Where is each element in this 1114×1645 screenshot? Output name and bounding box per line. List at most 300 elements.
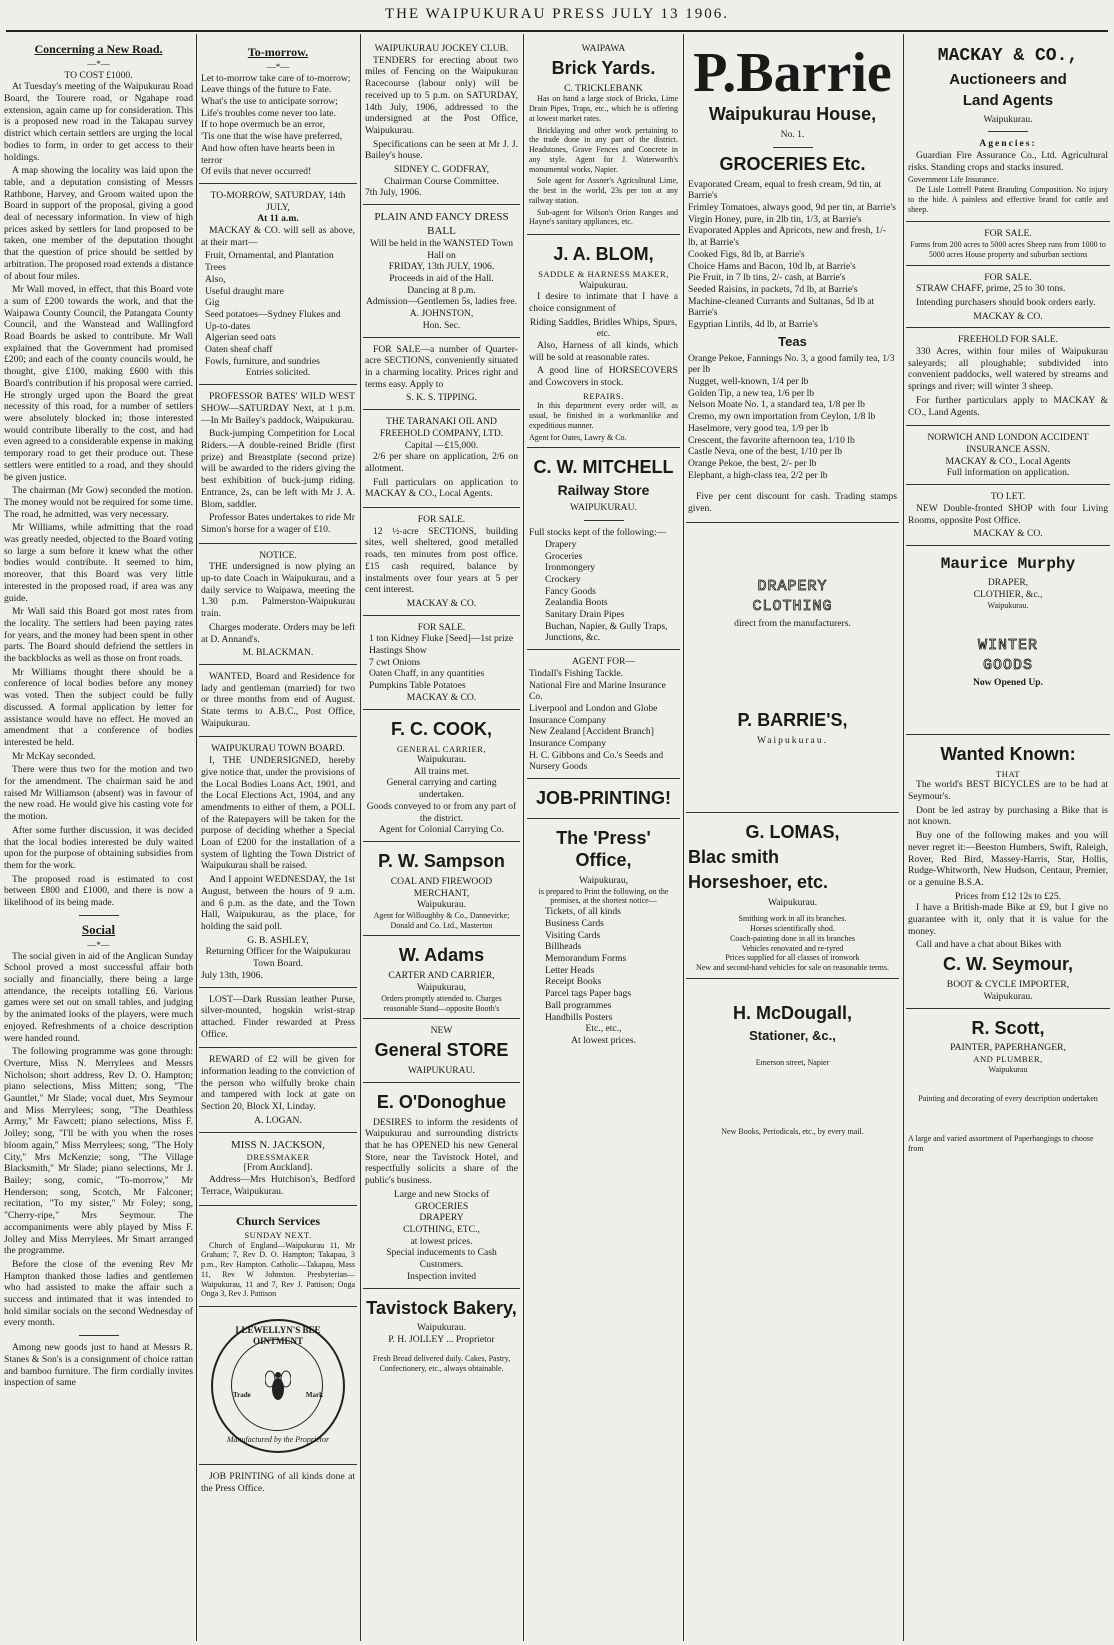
goods-heading: GOODS — [982, 656, 1033, 674]
ball-admission: Admission—Gentlemen 5s, ladies free. — [365, 296, 518, 308]
sale-list — [201, 250, 355, 367]
brick-text: Has on hand a large stock of Bricks, Lime Drain Pipes, Traps, etc., which he is offering at lowest market rates. — [529, 94, 678, 123]
adams-text: Orders promptly attended to. Charges reasonable Stand—opposite Booth's — [381, 993, 502, 1013]
barrie-logo: P.Barrie — [693, 42, 892, 104]
stamp-top-text: LLEWELLYN'S BEE OINTMENT — [235, 1325, 321, 1347]
wanted-text: The world's BEST BICYCLES are to be had at Seymour's. — [908, 779, 1108, 803]
straw-signature: MACKAY & CO. — [973, 310, 1043, 322]
murphy-trade-2: CLOTHIER, &c., — [973, 589, 1043, 601]
adams-place: Waipukurau, — [416, 982, 467, 994]
list-item: Haselmore, very good tea, 1/9 per lb — [688, 422, 829, 434]
scott-trade: PAINTER, PAPERHANGER, — [950, 1042, 1066, 1054]
press-end-2: At lowest prices. — [571, 1034, 636, 1046]
article-paragraph: After some further discussion, it was decided that the local bodies interested be duly waited upon for the purpose of obtaining subsidies from them for the work. — [4, 824, 193, 871]
seymour-trade: BOOT & CYCLE IMPORTER, — [946, 979, 1070, 991]
taranaki-apply: Full particulars on application to MACKAY & CO., Local Agents. — [365, 476, 518, 500]
list-item: 7 cwt Onions — [369, 656, 421, 668]
taranaki-heading: THE TARANAKI OIL AND FREEHOLD COMPANY, LTD. — [379, 416, 504, 439]
town-board-heading: WAIPUKURAU TOWN BOARD. — [211, 743, 345, 755]
seymour-place: Waipukurau. — [983, 990, 1033, 1002]
tea-items — [688, 353, 897, 482]
freehold-text-2: For further particulars apply to MACKAY & CO., Land Agents. — [908, 394, 1108, 418]
norwich-info: Full information on application. — [946, 467, 1070, 479]
list-item: at lowest prices. — [410, 1235, 473, 1247]
bee-icon — [265, 1367, 291, 1405]
column-1 — [4, 40, 193, 1641]
article-paragraph: A map showing the locality was laid upon the table, and a deputation consisting of Messrs Rathbone, Harvey, and Groom waited upon the Board in support of the proposal, giving a good deal of necessary information. In view of high prices asked by settlers for land proposed to be taken, one member of the deputation thought that the question of price should be settled by arbitration. The proposed road extends a distance of about four miles. — [4, 165, 193, 282]
mcdougall-text: New Books, Periodicals, etc., by every mail. — [721, 1127, 864, 1137]
road-heading: Concerning a New Road. — [34, 42, 163, 56]
wanted-text-5: I have a British-made Bike at £9, but I give no guarantee with it, only that it is value for the money. — [908, 902, 1108, 937]
masthead-rule — [6, 30, 1108, 32]
article-paragraph: Before the close of the evening Rev Mr Hampton thanked those ladies and gentlemen who had assisted to make the affair such a success and intimated that it was intended to hold similar socials on the second Wednesday of every month. — [4, 1258, 193, 1329]
list-item: Tindall's Fishing Tackle. — [529, 667, 624, 679]
scott-text: Painting and decorating of every description undertaken — [918, 1094, 1098, 1104]
list-item: Fancy Goods — [545, 585, 596, 597]
blom-text-2: Also, Harness of all kinds, which will be sold at reasonable rates. — [529, 340, 678, 363]
adams-trade: CARTER AND CARRIER, — [388, 970, 495, 982]
list-item: General carrying and carting undertaken. — [386, 777, 497, 801]
blom-repairs: REPAIRS. — [583, 390, 624, 401]
mitchell-items — [529, 539, 678, 644]
list-item: Pumpkins Table Potatoes — [369, 680, 466, 692]
list-item: Handbills Posters — [545, 1011, 613, 1023]
blom-agent: Agent for Oates, Lawry & Co. — [529, 432, 627, 442]
article-paragraph: The chairman (Mr Gow) seconded the motion. The money would not be required for some time. The road, he admitted, was very necessary. — [4, 485, 193, 520]
poem — [201, 73, 355, 178]
bakery-place: Waipukurau. — [416, 1322, 467, 1334]
mcdougall-name: H. McDougall, — [732, 1002, 852, 1023]
taranaki-share: 2/6 per share on application, 2/6 on allotment. — [365, 451, 518, 474]
grocery-items — [688, 179, 897, 331]
article-paragraph: The proposed road is estimated to cost between £800 and £1000, and there is now a likelihood of its being made. — [4, 873, 193, 909]
list-item: Machine-cleaned Currants and Sultanas, 5d lb at Barrie's — [688, 295, 875, 319]
article-paragraph: Mr Wall moved, in effect, that this Board vote a sum of £200 towards the work, and that the Waipawa County Council, the Patangata County Council, and the Wanstead and Wallingford Road Boards be asked to contribute. Mr Wall explained that the Government had promised £200; and each of the county councils would, he thought, give £100, making £600 with this Board's contribution if his proposal were carried. He strongly urged upon the Board the great necessity of this road, for a number of settlers were absolutely blocked in; those interested would contribute liberally to the cost, and had even agreed to a considerable expense in making temporary road to get their produce out. These settlers were entitled to a road, and they should be given justice. — [4, 284, 193, 483]
mitchell-store: Railway Store — [557, 482, 650, 499]
ball-heading: PLAIN AND FANCY DRESS BALL — [374, 211, 509, 237]
jockey-signature: SIDNEY C. GODFRAY, — [393, 164, 490, 176]
norwich-agents: MACKAY & CO., Local Agents — [945, 455, 1071, 467]
town-board-text: I, THE UNDERSIGNED, hereby give notice that, under the provisions of the Local Bodies Loans Act, 1901, and the Local Elections Act, 1904, and any amendments to either of them, a POLL of the Ratepayers will be taken for the purpose of deciding whether a Special Loan of £200 for the installation of a system of lighting the Town District of Waipukurau shall be raised. — [201, 755, 355, 872]
star-divider: —*— — [87, 939, 110, 950]
opened-text: Now Opened Up. — [972, 677, 1044, 689]
star-divider: —*— — [266, 61, 290, 72]
forsale-produce-list — [365, 633, 518, 692]
list-item: Evaporated Cream, equal to fresh cream, 9d tin, at Barrie's — [688, 178, 882, 202]
forsale-sections-text: FOR SALE—a number of Quarter-acre SECTIONS, conveniently situated in a charming locality. Prices right and terms easy. Apply to — [365, 343, 518, 390]
list-item: Coach-painting done in all its branches — [729, 933, 856, 943]
forsale-heading: FOR SALE. — [417, 514, 466, 526]
town-board-officer: Returning Officer for the Waipukurau Town Board. — [205, 946, 351, 970]
mackay-name: MACKAY & CO., — [937, 46, 1079, 66]
wanted-board-text: WANTED, Board and Residence for lady and gentleman (married) for two or three months from end of August. State terms to A.B.C., Post Office, Waipukurau. — [201, 670, 355, 729]
stamp-mark: Mark — [305, 1391, 323, 1400]
town-board-signature: G. B. ASHLEY, — [247, 934, 309, 946]
poem-line: And how often have hearts been in terror — [201, 142, 335, 166]
cook-name: F. C. COOK, — [390, 718, 492, 739]
wanted-text-6: Call and have a chat about Bikes with — [916, 939, 1062, 951]
mackay-trade-2: Land Agents — [962, 92, 1054, 110]
poem-line: What's the use to anticipate sorrow; — [201, 96, 338, 107]
cook-agent: Agent for Colonial Carrying Co. — [379, 824, 504, 836]
list-item: Buchan, Napier, & Gully Traps, Junctions, &c. — [545, 620, 668, 644]
sale-heading: FOR SALE. — [984, 271, 1032, 283]
poem-line: Life's troubles come never too late. — [201, 107, 336, 119]
scott-name: R. Scott, — [971, 1017, 1045, 1038]
list-item: Oaten sheaf chaff — [205, 344, 273, 356]
list-item: Nugget, well-known, 1/4 per lb — [688, 376, 809, 388]
scott-trade-2: AND PLUMBER, — [973, 1054, 1043, 1065]
general-store: General STORE — [374, 1040, 509, 1061]
article-paragraph: There were thus two for the motion and two for the amendment. The chairman said he and raised Mr Williamson (absent) was in favour of the new road. He would give his casting vote for the motion. — [4, 764, 193, 823]
list-item: Billheads — [545, 941, 582, 953]
town-board-date: July 13th, 1906. — [201, 969, 263, 981]
jockey-text-2: Specifications can be seen at Mr J. J. Bailey's house. — [365, 138, 518, 162]
list-item: CLOTHING, ETC., — [403, 1223, 480, 1235]
list-item: Cremo, my own importation from Ceylon, 1/8 lb — [688, 411, 876, 423]
list-item: Sanitary Drain Pipes — [545, 609, 625, 621]
list-item: Cooked Figs, 8d lb, at Barrie's — [688, 248, 805, 260]
press-text: is prepared to Print the following, on the premises, at the shortest notice— — [538, 886, 669, 906]
prof-bates-text: PROFESSOR BATES' WILD WEST SHOW—SATURDAY Next, at 1 p.m.—In Mr Bailey's paddock, Waipukurau. — [201, 391, 355, 426]
ball-signature-2: Hon. Sec. — [422, 319, 461, 331]
barries-place: Waipukurau. — [756, 735, 829, 746]
stamp-trade: Trade — [233, 1391, 251, 1400]
article-paragraph: The following programme was gone through: Overture, Miss N. Merrylees and Messrs Nicholson; short address, Rev D. O. Hampton; piano selections, Miss Mitten; song, "The Gauntlet," Mr Slade; vocal duet, Mrs Seymour and Miss Merrylees; song, "The Deathless Army," Mr Fawcett; piano selections, Miss F. Jolley; song, "I'll be with you when the roses bloom again," Miss Merrylees; song, "The Holy City," Mrs McKenzie; song, "The Village Blacksmith," Mr Slade; piano selections, Mr J. Bailey; song, comic, "To-morrow," Mr Henderson; song, Scotch, Mr Falconer; recitation, "To my sister," Mr Foley; song, "Cherry-ripe," Mrs Seymour. The accompaniments were ably played by Miss F. Jolley and Miss Merrylees. Mr Smart arranged the programme. — [4, 1046, 193, 1257]
blom-trade: SADDLE & HARNESS MAKER, — [538, 269, 669, 280]
forsale-12-sections: 12 ½-acre SECTIONS, building sites, well sheltered, good metalled roads, ten minutes from post office. £15 cash required, balance by instalments over four years at 5 per cent interest. — [365, 525, 518, 596]
ball-signature: A. JOHNSTON, — [409, 308, 474, 320]
sale-entries: Entries solicited. — [245, 367, 311, 379]
road-subheading: TO COST £1000. — [64, 69, 133, 81]
notice-text: THE undersigned is now plying an up-to date Coach in Waipukurau, and a daily service to Waipawa, meeting the 1.30 p.m. Palmerston-Waipukurau train. — [201, 561, 355, 620]
barrie-number: No. 1. — [780, 128, 805, 140]
divider — [773, 147, 813, 148]
list-item: Zealandia Boots — [545, 597, 608, 609]
column-rule — [523, 34, 524, 1641]
lomas-trade-2: Horseshoer, etc. — [688, 871, 829, 892]
column-rule — [683, 34, 684, 1641]
donoghue-stock: Large and new Stocks of — [393, 1188, 490, 1200]
list-item: Algerian seed oats — [205, 332, 276, 344]
divider — [584, 520, 624, 521]
list-item: 1 ton Kidney Fluke [Seed]—1st prize Hastings Show — [369, 633, 514, 657]
article-paragraph: Mr McKay seconded. — [12, 750, 96, 762]
agencies-heading: Agencies: — [979, 138, 1037, 150]
list-item: Horses scientifically shod. — [750, 924, 835, 934]
list-item: Prices supplied for all classes of ironwork — [725, 953, 860, 963]
list-item: DRAPERY — [419, 1212, 464, 1224]
general-new: NEW — [430, 1025, 453, 1037]
column-rule — [196, 34, 197, 1641]
press-heading: The 'Press' Office, — [556, 828, 651, 871]
brick-heading: Brick Yards. — [551, 57, 656, 78]
freehold-heading: FREEHOLD FOR SALE. — [958, 334, 1058, 346]
lomas-services — [688, 914, 897, 973]
blom-text: I desire to intimate that I have a choice consignment of — [529, 291, 678, 314]
article-paragraph: The social given in aid of the Anglican Sunday School proved a most successful affair both socially and financially, there being a large attendance, the receipts totalling £6. Various games were set out on small tables, and judging by the animated looks of the players, were much enjoyed. Refreshments of a choice description were handed round. — [4, 950, 193, 1044]
masthead: THE WAIPUKURAU PRESS JULY 13 1906. — [384, 6, 730, 22]
brick-text-4: Sub-agent for Wilson's Orion Ranges and Hayne's sanitary appliances, etc. — [529, 207, 678, 227]
church-heading: Church Services — [235, 1213, 321, 1228]
mcdougall-address: Emerson street, Napier — [755, 1057, 830, 1067]
straw-chaff-2: Intending purchasers should book orders early. — [916, 296, 1096, 308]
lomas-place: Waipukurau. — [767, 896, 818, 908]
wanted-text-3: Buy one of the following makes and you will never regret it:—Beeston Humbers, Swift, Raleigh, Rover, Red Bird, Massey-Harris, Star, Hollis, Rudge-Whitworth, New Hudson, Centaur, Premier, or a genuine B.S.A. — [908, 830, 1108, 888]
bakery-text: Fresh Bread delivered daily. Cakes, Pastry, Confectionery, etc., always obtainable. — [372, 1353, 511, 1373]
list-item: Ball programmes — [545, 999, 612, 1011]
jockey-text: TENDERS for erecting about two miles of Fencing on the Waipukurau Racecourse (labour only) will be received up to 5 p.m. on SATURDAY, 14th July, 1906, addressed to the undersigned at the Post Office, Waipukurau. — [365, 54, 518, 136]
list-item: Orange Pekoe, the best, 2/- per lb — [688, 457, 817, 469]
column-5 — [686, 40, 899, 1641]
press-place: Waipukurau, — [578, 875, 629, 887]
list-item: New Zealand [Accident Branch] Insurance Company — [529, 726, 654, 750]
donoghue-special: Special inducements to Cash Customers. — [386, 1247, 497, 1271]
murphy-place: Waipukurau. — [987, 600, 1029, 610]
dressmaker-address: Address—Mrs Hutchison's, Bedford Terrace, Waipukurau. — [201, 1174, 355, 1197]
list-item: Egyptian Lintils, 4d lb, at Barrie's — [688, 319, 818, 331]
blom-repairs-text: In this department every order will, as usual, be finished in a workmanlike and expeditious manner. — [529, 401, 678, 430]
blom-items: Riding Saddles, Bridles Whips, Spurs, etc. — [529, 316, 678, 340]
sampson-trade: COAL AND FIREWOOD MERCHANT, — [390, 875, 493, 899]
wanted-that: THAT — [996, 768, 1020, 779]
wanted-text-4: Prices from £12 12s to £25. — [954, 890, 1062, 902]
prof-bates-text-2: Buck-jumping Competition for Local Riders.—A double-reined Bridle (first prize) and Breastplate (second prize) will be awarded to the riders giving the best exhibition of buck-jump riding. Entrance, 2s, can be left with Mr J. A. Blom, saddler. — [201, 428, 355, 510]
lomas-name: G. LOMAS, — [745, 821, 840, 842]
poem-line: Let to-morrow take care of to-morrow; — [201, 72, 351, 84]
dressmaker-trade: DRESSMAKER — [246, 1151, 310, 1162]
list-item: Receipt Books — [545, 976, 602, 988]
mitchell-place: WAIPUKURAU. — [570, 502, 637, 514]
delisle-text: De Lisle Lottrell Patent Branding Composition. No injury to the hide. A painless and effective brand for cattle and sheep. — [908, 185, 1108, 214]
column-4 — [527, 40, 680, 1641]
list-item: H. C. Gibbons and Co.'s Seeds and Nursery Goods — [529, 749, 664, 773]
poem-line: Leave things of the future to Fate. — [201, 84, 332, 96]
divider — [988, 131, 1028, 132]
list-item: Fowls, furniture, and sundries — [205, 355, 320, 367]
notice-heading: NOTICE. — [259, 549, 297, 561]
general-place: WAIPUKURAU. — [408, 1065, 475, 1076]
church-sub: SUNDAY NEXT. — [244, 1230, 312, 1241]
list-item: Seeded Raisins, in packets, 7d lb, at Barrie's — [688, 283, 858, 295]
list-item: GROCERIES — [414, 1200, 469, 1212]
jockey-signature-2: Chairman Course Committee. — [384, 175, 499, 187]
let-heading: TO LET. — [990, 491, 1026, 503]
agent-items — [529, 668, 678, 773]
stanes-notice: Among new goods just to hand at Messrs R. Stanes & Son's is a consignment of choice rattan and bamboo furniture. The firm cordially invites inspection of same — [4, 1342, 193, 1389]
poem-line: Of evils that never occurred! — [201, 166, 312, 178]
murphy-trade: DRAPER, — [987, 577, 1029, 589]
column-3 — [363, 40, 520, 1641]
bee-ointment-trademark — [211, 1319, 345, 1453]
road-article — [4, 81, 193, 909]
list-item: Golden Tip, a new tea, 1/6 per lb — [688, 387, 815, 399]
freehold-text: 330 Acres, within four miles of Waipukurau saleyards; all ploughable; subdivided into convenient paddocks, well watered by streams and springs and river; will winter 3 sheep. — [908, 346, 1108, 393]
sampson-name: P. W. Sampson — [378, 850, 505, 871]
lomas-trade: Blac smith — [688, 846, 780, 867]
cook-place: Waipukurau. — [416, 754, 467, 765]
list-item: Pie Fruit, in 7 lb tins, 2/- cash, at Barrie's — [688, 272, 846, 284]
brick-place: WAIPAWA — [581, 43, 626, 54]
list-item: All trains met. — [413, 765, 470, 777]
reward-text: REWARD of £2 will be given for information leading to the conviction of the person who wilfully broke chain and tampered with lock at gate on Section 20, Block XI, Linday. — [201, 1054, 355, 1113]
list-item: Seed potatoes—Sydney Flukes and Up-to-dates — [205, 308, 341, 332]
list-item: Vehicles renovated and re-tyred — [741, 943, 844, 953]
church-text: Church of England—Waipukurau 11, Mr Graham; 7, Rev D. O. Hampton; Takapau, 3 p.m., Rev Hampton. Catholic—Takapau, Mass 11, Rev W Johnston. Presbyterian—Waipukurau, 11 and 7, Rev J. Pattison; Onga Onga 3, Rev J. Pattison — [201, 1240, 355, 1299]
murphy-name: Maurice Murphy — [940, 554, 1076, 573]
list-item: Tickets, of all kinds — [545, 906, 621, 918]
sale-intro: MACKAY & CO. will sell as above, at their mart— — [201, 225, 355, 248]
town-board-text-2: And I appoint WEDNESDAY, the 1st August, between the hours of 9 a.m. and 6 p.m. as the date, and the Town Hall, Waipukurau, as the place, for holding the said poll. — [201, 874, 355, 932]
poem-line: 'Tis one that the wise have preferred, — [201, 131, 343, 143]
stamp-bottom-text: Manufactured by the Proprietor — [226, 1435, 330, 1445]
donoghue-text: DESIRES to inform the residents of Waipukurau and surrounding districts that he has OPENED his new General Store, near the Tavistock Hotel, and respectfully solicits a share of the public's business. — [365, 1116, 518, 1187]
barrie-house: Waipukurau House, — [708, 104, 877, 124]
blom-text-3: A good line of HORSECOVERS and Cowcovers in stock. — [529, 365, 678, 389]
ball-proceeds: Proceeds in aid of the Hall. — [389, 273, 494, 285]
reward-signature: A. LOGAN. — [254, 1114, 302, 1126]
agent-heading: AGENT FOR— — [572, 656, 635, 668]
list-item: Visiting Cards — [545, 929, 601, 941]
dressmaker-from: [From Auckland]. — [243, 1162, 313, 1174]
sale-time: At 11 a.m. — [257, 213, 299, 225]
donoghue-inspect: Inspection invited — [406, 1270, 476, 1282]
list-item: Letter Heads — [545, 964, 595, 976]
divider — [79, 1335, 119, 1336]
mitchell-stock: Full stocks kept of the following:— — [529, 527, 667, 539]
wanted-known-heading: Wanted Known: — [940, 743, 1076, 764]
forsale-signature: MACKAY & CO. — [406, 597, 477, 609]
mackay-place: Waipukurau. — [983, 113, 1033, 125]
list-item: Parcel tags Paper bags — [545, 988, 632, 1000]
ball-dancing: Dancing at 8 p.m. — [407, 284, 476, 296]
job-printing-heading: JOB-PRINTING! — [536, 788, 671, 809]
list-item: Fruit, Ornamental, and Plantation Trees — [205, 250, 334, 274]
scott-text-2: A large and varied assortment of Paperhangings to choose from — [908, 1134, 1094, 1153]
drapery-heading: DRAPERY — [757, 577, 828, 595]
seymour-name: C. W. Seymour, — [942, 954, 1074, 975]
list-item: Goods conveyed to or from any part of the district. — [366, 800, 517, 824]
notice-text-2: Charges moderate. Orders may be left at D. Annand's. — [201, 621, 355, 645]
list-item: Gig — [205, 297, 220, 309]
wanted-text-2: Dont be led astray by purchasing a Bike that is not known. — [908, 804, 1108, 828]
prof-bates-text-3: Professor Bates undertakes to ride Mr Simon's horse for a wager of £10. — [201, 512, 355, 535]
barries-name: P. BARRIE'S, — [737, 710, 848, 731]
forsale-heading: FOR SALE. — [417, 621, 466, 633]
bakery-name: Tavistock Bakery, — [366, 1297, 517, 1318]
list-item: Choice Hams and Bacon, 10d lb, at Barrie's — [688, 260, 856, 272]
press-items — [529, 906, 678, 1023]
divider — [79, 915, 119, 916]
lost-purse-text: LOST—Dark Russian leather Purse, silver-mounted, hogskin wrist-strap attached. Finder rewarded at Press Office. — [201, 993, 355, 1040]
let-signature: MACKAY & CO. — [973, 528, 1043, 540]
list-item: Nelson Moate No. 1, a standard tea, 1/8 per lb — [688, 399, 865, 411]
list-item: Memorandum Forms — [545, 953, 627, 965]
list-item: Groceries — [545, 550, 583, 562]
brick-name: C. TRICKLEBANK — [564, 82, 643, 94]
notice-signature: M. BLACKMAN. — [242, 647, 314, 659]
ball-venue: Will be held in the WANSTED Town Hall on — [369, 237, 513, 261]
cook-services — [365, 766, 518, 825]
winter-heading: WINTER — [977, 636, 1038, 654]
ball-date: FRIDAY, 13th JULY, 1906. — [388, 261, 495, 273]
column-rule — [903, 34, 904, 1641]
list-item: Evaporated Apples and Apricots, new and fresh, 1/- lb, at Barrie's — [688, 225, 886, 249]
brick-text-3: Sole agent for Assner's Agricultural Lime, the best in the world, 23s per ton at any railway station. — [529, 176, 678, 205]
direct-text: direct from the manufacturers. — [734, 618, 851, 630]
clothing-heading: CLOTHING — [752, 598, 833, 616]
straw-chaff: STRAW CHAFF, prime, 25 to 30 tons. — [916, 283, 1066, 295]
list-item: Frimley Tomatoes, always good, 9d per tin, at Barrie's — [688, 202, 896, 214]
donoghue-name: E. O'Donoghue — [376, 1091, 507, 1112]
sale-farms: Farms from 200 acres to 5000 acres Sheep runs from 1000 to 5000 acres House property and suburban sections — [910, 240, 1106, 259]
dressmaker-name: MISS N. JACKSON, — [230, 1138, 326, 1151]
poem-heading: To-morrow. — [247, 45, 309, 59]
jockey-club-heading: WAIPUKURAU JOCKEY CLUB. — [374, 43, 509, 54]
donoghue-items — [365, 1201, 518, 1248]
list-item: Also, — [205, 273, 226, 285]
poem-line: If to hope overmuch be an error, — [201, 119, 326, 131]
govt-insurance: Government Life Insurance. — [908, 175, 999, 185]
list-item: Castle Neva, one of the best, 1/10 per lb — [688, 446, 842, 458]
sampson-place: Waipukurau. — [416, 899, 467, 911]
list-item: Virgin Honey, pure, in 2lb tin, 1/3, at Barrie's — [688, 213, 862, 225]
list-item: Business Cards — [545, 917, 604, 929]
blom-name: J. A. BLOM, — [553, 244, 654, 265]
social-heading: Social — [81, 921, 116, 937]
article-paragraph: Mr Wall said this Board got most rates from the locality. The settlers had been paying rates for years, and the money had been spent in other parts. The Board should defriend the settlers in the backblocks as well as those on front roads. — [4, 606, 193, 665]
article-paragraph: Mr Williams, while admitting that the road was greatly needed, objected to the Board voting so large a sum before it knew what the other bodies would contribute. It seemed to him, moreover, that this Board was very little interested in the proposed road, if area was any guide. — [4, 522, 193, 604]
forsale-signature: MACKAY & CO. — [406, 691, 477, 703]
sale-heading: FOR SALE. — [984, 228, 1032, 240]
list-item: Elephant, a high-class tea, 2/2 per lb — [688, 469, 828, 481]
list-item: Drapery — [545, 538, 577, 550]
sale-date: TO-MORROW, SATURDAY, 14th JULY, — [210, 189, 346, 213]
norwich-heading: NORWICH AND LONDON ACCIDENT INSURANCE ASSN. — [927, 432, 1089, 455]
brick-text-2: Bricklaying and other work pertaining to the trade done in any part of the district. Headstones, Grave Fences and Concrete in any style. Agent for J. Waterworth's monumental works, Napier. — [529, 125, 678, 174]
column-2 — [199, 40, 357, 1641]
column-6 — [906, 40, 1110, 1641]
mackay-trade: Auctioneers and — [949, 70, 1067, 88]
list-item: Crescent, the favorite afternoon tea, 1/10 lb — [688, 434, 855, 446]
sampson-agent: Agent for Willoughby & Co., Dannevirke; Donald and Co. Ltd., Masterton — [373, 910, 510, 930]
let-text: NEW Double-fronted SHOP with four Living Rooms, opposite Post Office. — [908, 502, 1108, 526]
social-article — [4, 951, 193, 1330]
list-item: Useful draught mare — [205, 285, 284, 297]
agencies-text: Guardian Fire Assurance Co., Ltd. Agricultural risks. Standing crops and stacks insured. — [908, 149, 1108, 173]
scott-place: Waipukurau — [988, 1064, 1028, 1074]
blom-place: Waipukurau. — [578, 279, 629, 291]
adams-name: W. Adams — [398, 945, 485, 966]
article-paragraph: Mr Williams thought there should be a conference of local bodies before any money was voted. Then the subject could be fully discussed. A formal application by letter for assistance would have no effect. He moved an amendment that a conference of bodies interested be held. — [4, 666, 193, 748]
press-end: Etc., etc., — [585, 1023, 622, 1035]
jockey-date: 7th July, 1906. — [365, 187, 422, 199]
list-item: Ironmongery — [545, 562, 596, 574]
discount-text: Five per cent discount for cash. Trading stamps given. — [688, 491, 897, 515]
mitchell-name: C. W. MITCHELL — [533, 457, 674, 478]
list-item: Smithing work in all its branches. — [738, 914, 847, 924]
list-item: Orange Pekoe, Fannings No. 3, a good family tea, 1/3 per lb — [688, 352, 895, 376]
list-item: Oaten Chaff, in any quantities — [369, 668, 485, 680]
bakery-proprietor: P. H. JOLLEY ... Proprietor — [388, 1334, 495, 1346]
article-paragraph: At Tuesday's meeting of the Waipukurau Road Board, the Tourere road, or Ngahape road extension, again came up for consideration. This is a proposed new road in the Takapau survey district which certain settlers are urging the local bodies to form, in order to get access to their holdings. — [4, 81, 193, 163]
groceries-heading: GROCERIES Etc. — [719, 153, 866, 174]
job-printing-notice: JOB PRINTING of all kinds done at the Press Office. — [201, 1471, 355, 1494]
forsale-signature: S. K. S. TIPPING. — [406, 392, 477, 404]
taranaki-capital: Capital —£15,000. — [404, 439, 479, 451]
list-item: National Fire and Marine Insurance Co. — [529, 679, 666, 703]
list-item: Crockery — [545, 573, 581, 585]
